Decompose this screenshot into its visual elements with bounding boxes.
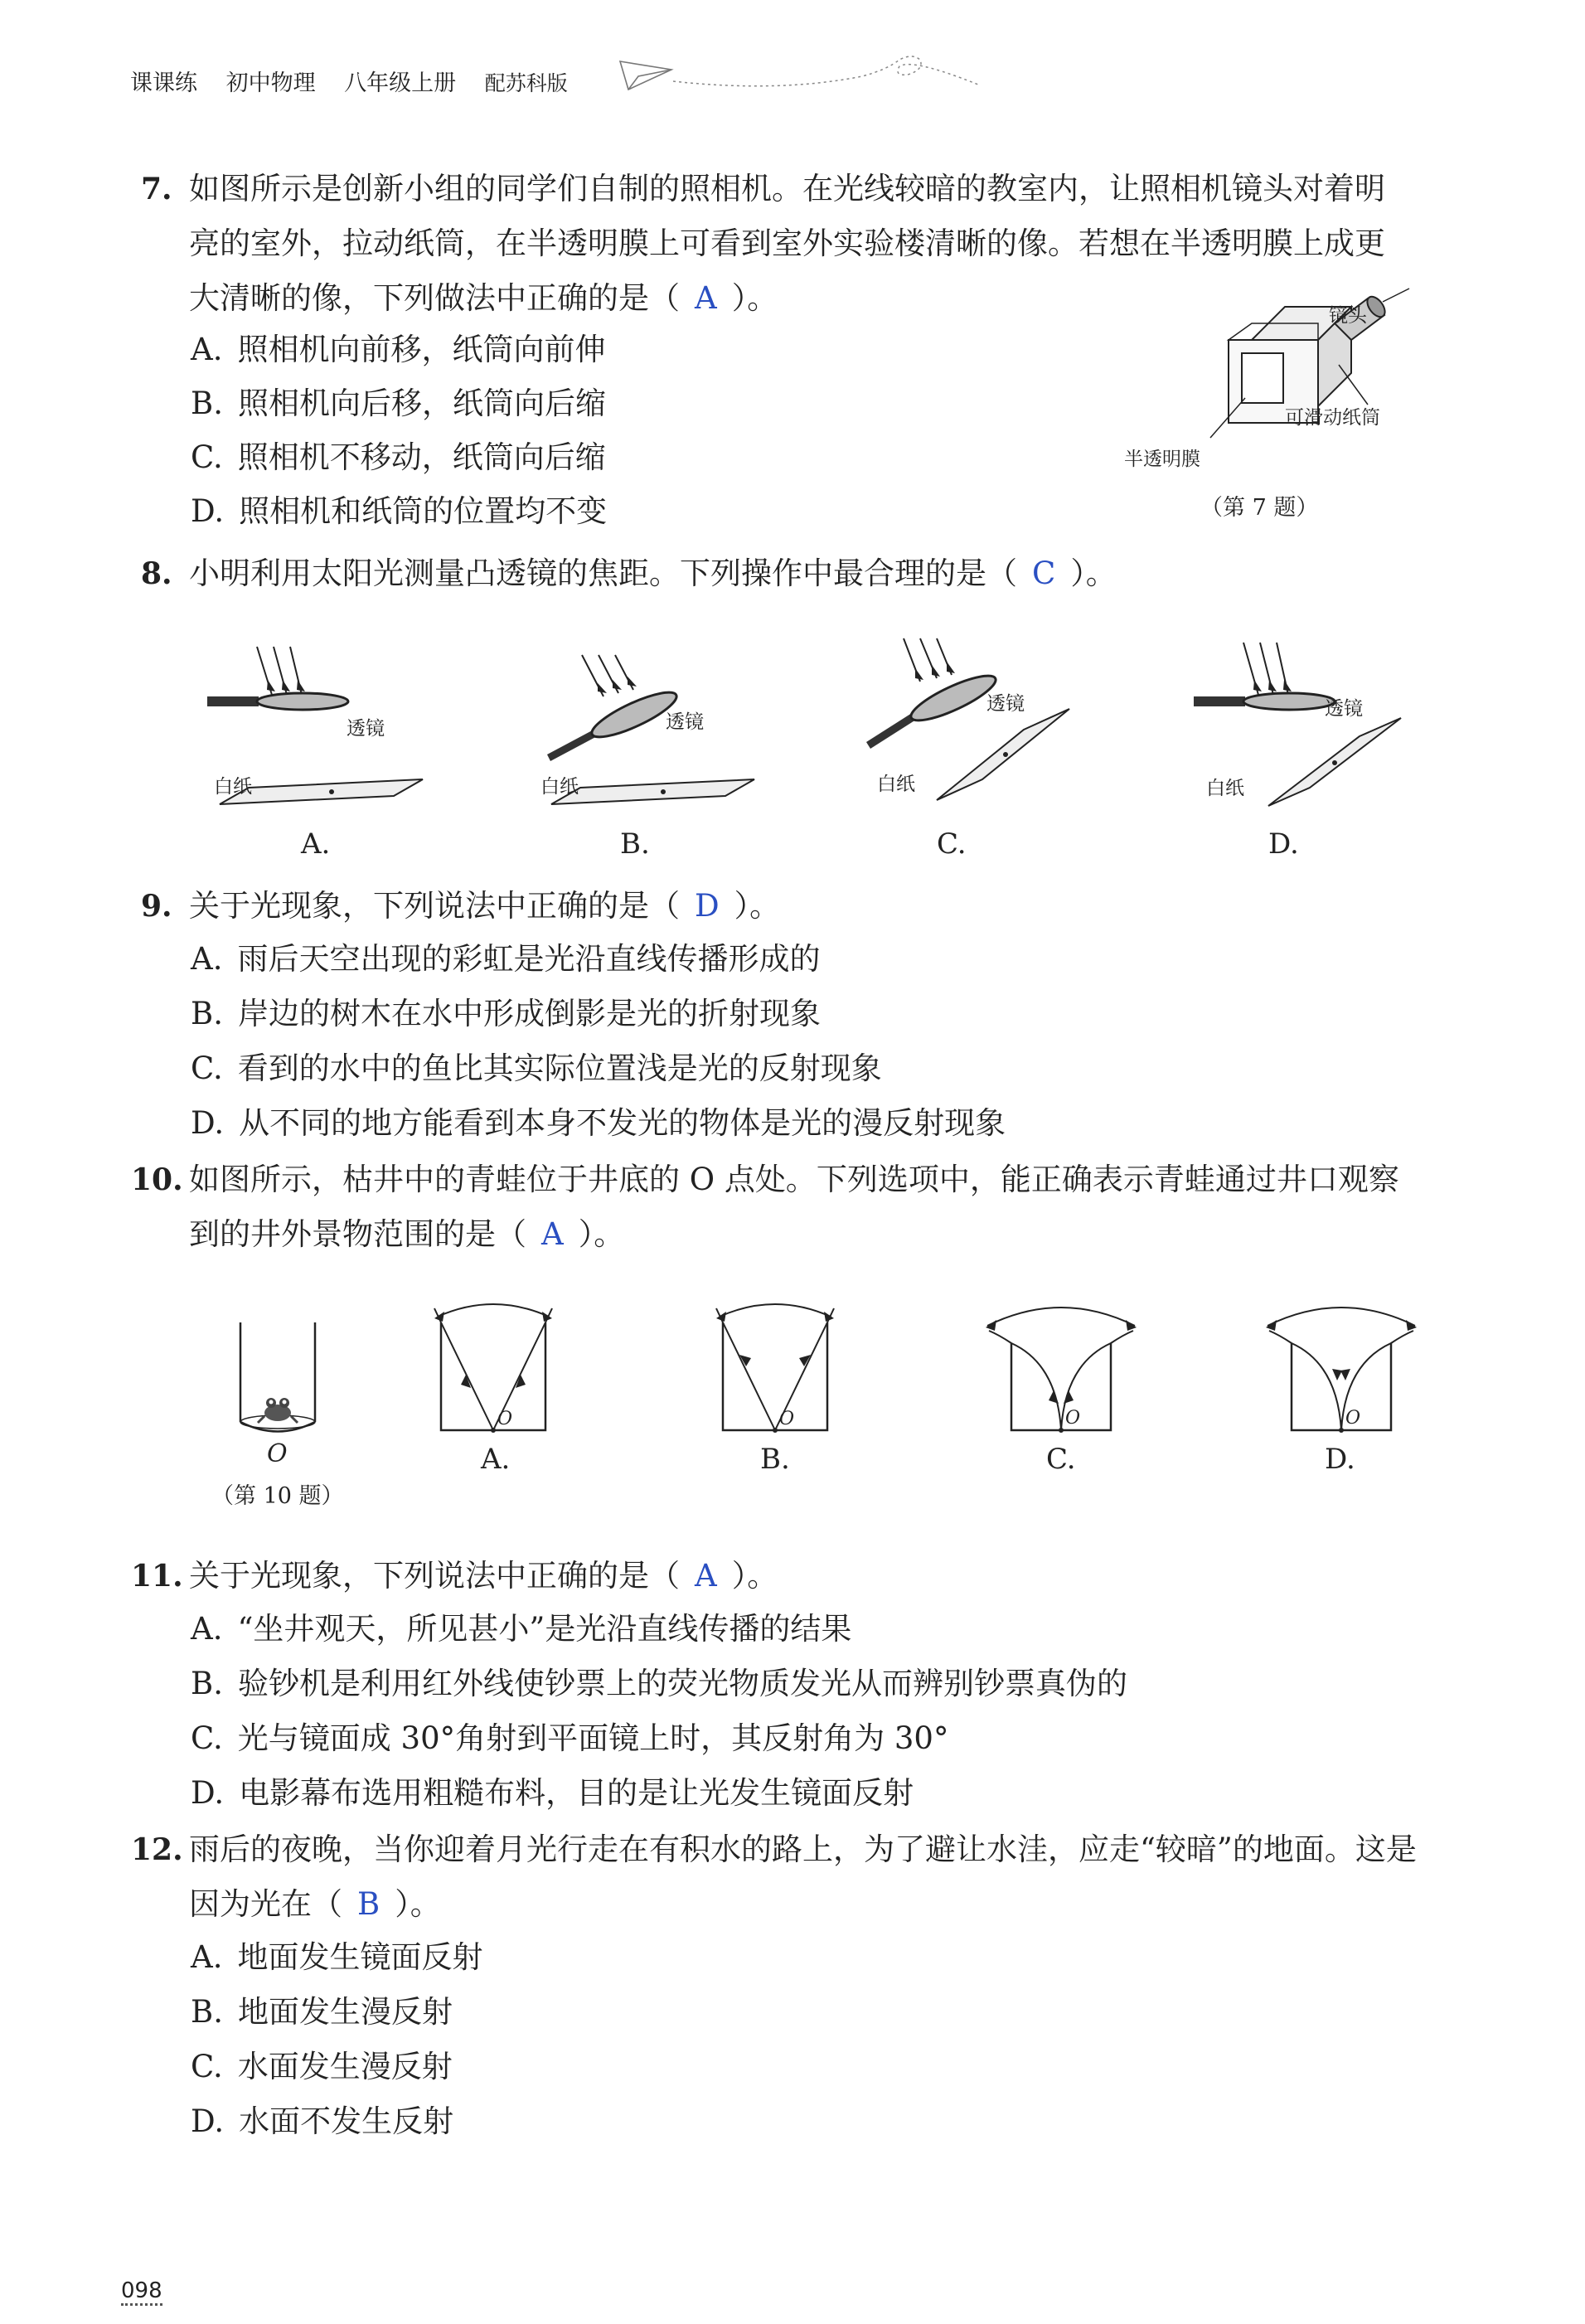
option-letter: B.: [191, 1666, 223, 1701]
stem-text: 关于光现象，下列说法中正确的是（: [189, 1558, 680, 1594]
option-letter: C.: [191, 1720, 223, 1756]
lens-label: 透镜: [986, 693, 1025, 715]
figure-letter-c: C.: [937, 827, 967, 861]
option-text: 光与镜面成 30°角射到平面镜上时，其反射角为 30°: [237, 1720, 949, 1756]
question-number: 11.: [131, 1559, 183, 1594]
figure-letter-a: A.: [301, 827, 331, 861]
page-header: [130, 65, 589, 97]
answer-mark: D: [695, 888, 720, 924]
stem-line: [189, 1877, 1457, 1932]
option-letter: A.: [191, 941, 223, 977]
point-o-label: O: [1065, 1408, 1081, 1429]
option-text: 照相机不移动，纸筒向后缩: [237, 439, 606, 475]
stem-line: [189, 546, 1457, 601]
well-option-a: [431, 1302, 555, 1439]
question-12: [0, 1822, 1585, 1938]
lens-label: 透镜: [1325, 698, 1363, 720]
lens-label: 透镜: [666, 711, 704, 733]
well-option-c: [982, 1298, 1140, 1439]
question-stem: [189, 1549, 1457, 1604]
option-text: 水面发生漫反射: [237, 2049, 453, 2084]
figure-caption: （第 7 题）: [1200, 495, 1319, 521]
option-b: [191, 988, 821, 1033]
question-10: [0, 1152, 1585, 1269]
lens-label: 透镜: [347, 718, 385, 740]
option-b: [191, 1987, 453, 2031]
stem-text: ）。: [1070, 556, 1117, 591]
lens-label: 镜头: [1329, 305, 1367, 327]
stem-text: 小明利用太阳光测量凸透镜的焦距。下列操作中最合理的是（: [189, 556, 1017, 591]
stem-line: [189, 1549, 1457, 1604]
option-a: [191, 1932, 482, 1977]
paper-label: 白纸: [214, 776, 252, 798]
option-c: [191, 432, 606, 477]
stem-text: 大清晰的像，下列做法中正确的是（: [189, 280, 680, 316]
well-figure: [232, 1318, 323, 1443]
tube-label: 可滑动纸筒: [1285, 407, 1380, 429]
well-option-d: [1263, 1298, 1420, 1439]
option-text: 照相机向后移，纸筒向后缩: [237, 386, 606, 421]
option-letter: B.: [191, 996, 223, 1031]
stem-text: ）。: [731, 1558, 778, 1594]
option-letter: D.: [191, 1105, 225, 1141]
question-number: 12.: [131, 1832, 183, 1867]
stem-line: [189, 879, 1457, 934]
option-text: 照相机和纸筒的位置均不变: [239, 493, 608, 529]
option-text: “坐井观天，所见甚小”是光沿直线传播的结果: [237, 1611, 852, 1647]
answer-mark: A: [695, 280, 717, 316]
stem-text: 关于光现象，下列说法中正确的是（: [189, 888, 680, 924]
question-11: [0, 1549, 1585, 1607]
header-grade: 八年级上册: [344, 70, 457, 96]
point-o-label: O: [1345, 1408, 1361, 1429]
paper-label: 白纸: [540, 776, 579, 798]
paper-label: 白纸: [1206, 778, 1244, 799]
question-stem: [189, 1822, 1457, 1932]
option-letter: B.: [191, 386, 223, 421]
stem-text: ）。: [578, 1216, 625, 1252]
point-o-label: O: [267, 1439, 288, 1468]
question-9: [0, 879, 1585, 937]
stem-line: 如图所示，枯井中的青蛙位于井底的 O 点处。下列选项中，能正确表示青蛙通过井口观察: [189, 1162, 1399, 1197]
stem-text: 因为光在（: [189, 1886, 342, 1922]
question-number: 10.: [131, 1162, 183, 1197]
option-letter: D.: [191, 2103, 225, 2139]
stem-text: ）。: [734, 888, 781, 924]
point-o-label: O: [779, 1409, 795, 1429]
stem-text: ）。: [731, 280, 778, 316]
stem-line: 如图所示是创新小组的同学们自制的照相机。在光线较暗的教室内，让照相机镜头对着明: [189, 171, 1385, 206]
question-stem: [189, 1152, 1457, 1262]
option-a: [191, 934, 820, 978]
option-text: 从不同的地方能看到本身不发光的物体是光的漫反射现象: [239, 1105, 1006, 1141]
stem-text: ）。: [395, 1886, 441, 1922]
question-stem: [189, 546, 1457, 601]
option-d: [191, 486, 607, 531]
question-number: 8.: [141, 556, 172, 591]
option-text: 雨后天空出现的彩虹是光沿直线传播形成的: [237, 941, 821, 977]
option-text: 看到的水中的鱼比其实际位置浅是光的反射现象: [237, 1050, 882, 1086]
option-d: [191, 2096, 453, 2141]
question-number: 7.: [141, 172, 172, 206]
point-o-label: O: [497, 1409, 513, 1429]
option-c: [191, 1713, 948, 1758]
film-label: 半透明膜: [1124, 449, 1200, 470]
option-d: [191, 1098, 1006, 1143]
answer-mark: A: [695, 1558, 717, 1594]
option-letter: A.: [191, 1611, 223, 1647]
answer-mark: C: [1032, 556, 1056, 591]
answer-mark: B: [357, 1886, 380, 1922]
option-c: [191, 1043, 882, 1088]
stem-line: [189, 1207, 1457, 1262]
well-option-b: [713, 1302, 837, 1439]
question-8: [0, 546, 1585, 604]
option-letter: C.: [191, 2049, 223, 2084]
frog-icon: [258, 1398, 298, 1423]
stem-line: 亮的室外，拉动纸筒，在半透明膜上可看到室外实验楼清晰的像。若想在半透明膜上成更: [189, 226, 1385, 261]
paper-plane-icon: [613, 51, 995, 109]
page-number: 098: [121, 2278, 162, 2306]
figure-letter-b: B.: [760, 1443, 790, 1476]
option-letter: D.: [191, 1775, 225, 1811]
figure-letter-a: A.: [481, 1443, 511, 1476]
option-text: 水面不发生反射: [239, 2103, 454, 2139]
option-a: [191, 1604, 851, 1648]
option-b: [191, 378, 606, 423]
paper-label: 白纸: [877, 774, 915, 795]
option-text: 地面发生漫反射: [237, 1994, 453, 2030]
stem-text: 到的井外景物范围的是（: [189, 1216, 526, 1252]
option-letter: C.: [191, 1050, 223, 1086]
figure-letter-c: C.: [1046, 1443, 1076, 1476]
header-level: 初中物理: [225, 70, 316, 96]
option-text: 地面发生镜面反射: [237, 1939, 483, 1975]
option-letter: A.: [191, 332, 223, 367]
option-text: 岸边的树木在水中形成倒影是光的折射现象: [237, 996, 821, 1031]
option-text: 电影幕布选用粗糙布料，目的是让光发生镜面反射: [239, 1775, 914, 1811]
figure-caption: （第 10 题）: [211, 1483, 344, 1509]
option-text: 验钞机是利用红外线使钞票上的荧光物质发光从而辨别钞票真伪的: [237, 1666, 1127, 1701]
option-letter: C.: [191, 439, 223, 475]
option-c: [191, 2041, 453, 2086]
question-stem: [189, 879, 1457, 934]
header-series: 课课练: [130, 70, 197, 96]
option-text: 照相机向前移，纸筒向前伸: [237, 332, 606, 367]
camera-figure: [1161, 290, 1409, 464]
option-letter: D.: [191, 493, 225, 529]
figure-letter-d: D.: [1325, 1443, 1355, 1476]
option-d: [191, 1768, 914, 1812]
option-a: [191, 324, 605, 369]
option-b: [191, 1658, 1127, 1703]
figure-letter-b: B.: [620, 827, 650, 861]
option-letter: A.: [191, 1939, 223, 1975]
figure-letter-d: D.: [1268, 827, 1299, 861]
header-edition: 配苏科版: [484, 71, 568, 95]
stem-line: 雨后的夜晚，当你迎着月光行走在有积水的路上，为了避让水洼，应走“较暗”的地面。这是: [189, 1832, 1417, 1867]
question-number: 9.: [141, 889, 172, 924]
answer-mark: A: [541, 1216, 564, 1252]
option-letter: B.: [191, 1994, 223, 2030]
